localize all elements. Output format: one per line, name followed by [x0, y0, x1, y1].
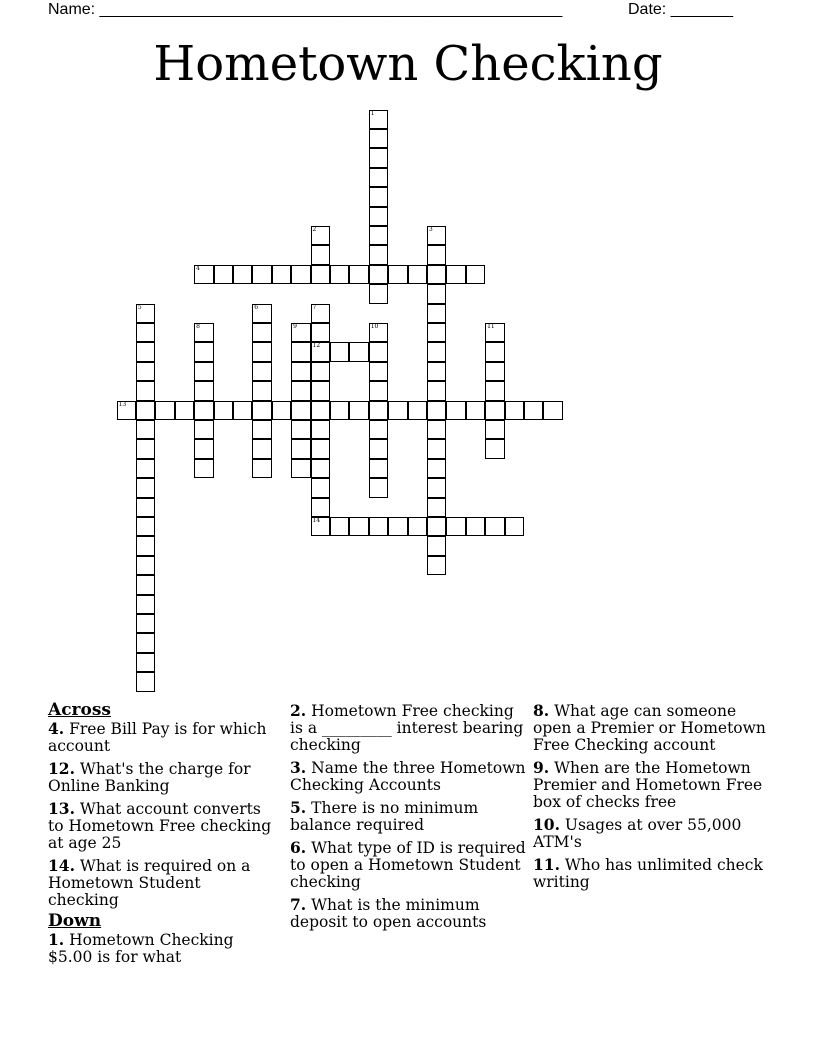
grid-cell[interactable]	[233, 265, 253, 285]
grid-cell[interactable]	[543, 401, 563, 421]
grid-cell[interactable]	[427, 284, 447, 304]
clue-text: What is the minimum deposit to open accounts	[290, 896, 487, 931]
clue-down-8	[533, 702, 773, 754]
grid-cell[interactable]	[252, 459, 272, 479]
clue-text: What type of ID is required to open a Hometown Student checking	[290, 839, 526, 891]
clue-number: 6.	[290, 838, 307, 857]
grid-cell[interactable]	[446, 517, 466, 537]
grid-cell[interactable]	[214, 265, 234, 285]
clue-number: 12.	[48, 759, 75, 778]
clue-number: 1.	[48, 930, 65, 949]
across-heading: Across	[48, 700, 111, 720]
grid-cell[interactable]	[291, 265, 311, 285]
grid-cell[interactable]	[485, 517, 505, 537]
grid-cell[interactable]	[233, 401, 253, 421]
clue-number: 8.	[533, 701, 550, 720]
grid-cell[interactable]	[311, 362, 331, 382]
cell-number: 14	[312, 516, 321, 524]
cell-number: 13	[118, 400, 127, 408]
grid-cell[interactable]	[505, 517, 525, 537]
grid-cell[interactable]	[136, 536, 156, 556]
grid-cell[interactable]	[291, 420, 311, 440]
cell-number: 3	[428, 225, 433, 233]
grid-cell[interactable]	[369, 129, 389, 149]
grid-cell[interactable]	[136, 304, 156, 324]
grid-cell[interactable]	[369, 284, 389, 304]
down-heading: Down	[48, 911, 102, 931]
cell-number: 11	[487, 322, 495, 330]
grid-cell[interactable]	[252, 265, 272, 285]
grid-cell[interactable]	[388, 265, 408, 285]
grid-cell[interactable]	[349, 265, 369, 285]
grid-cell[interactable]	[291, 439, 311, 459]
grid-cell[interactable]	[252, 362, 272, 382]
grid-cell[interactable]	[485, 342, 505, 362]
cell-number: 12	[312, 342, 321, 350]
grid-cell[interactable]	[311, 439, 331, 459]
grid-cell[interactable]	[330, 517, 350, 537]
clue-text: Hometown Checking $5.00 is for what	[48, 931, 234, 966]
clue-number: 9.	[533, 758, 550, 777]
grid-cell[interactable]	[427, 323, 447, 343]
grid-cell[interactable]	[136, 323, 156, 343]
clue-number: 2.	[290, 701, 307, 720]
grid-cell[interactable]	[427, 226, 447, 246]
grid-cell[interactable]	[427, 342, 447, 362]
cell-number: 4	[196, 264, 200, 272]
grid-cell[interactable]	[136, 672, 156, 692]
grid-cell[interactable]	[349, 342, 369, 362]
grid-cell[interactable]	[291, 323, 311, 343]
clue-down-9	[533, 759, 773, 811]
grid-cell[interactable]	[136, 633, 156, 653]
cell-number: 6	[254, 303, 259, 311]
grid-cell[interactable]	[194, 381, 214, 401]
grid-cell[interactable]	[485, 323, 505, 343]
grid-cell[interactable]	[194, 420, 214, 440]
cell-number: 2	[312, 225, 317, 233]
grid-cell[interactable]	[427, 401, 447, 421]
clue-text: Name the three Hometown Checking Accounts	[290, 759, 526, 794]
grid-cell[interactable]	[330, 342, 350, 362]
grid-cell[interactable]	[252, 420, 272, 440]
clue-number: 10.	[533, 815, 560, 834]
grid-cell[interactable]	[291, 381, 311, 401]
grid-cell[interactable]	[272, 265, 292, 285]
grid-cell[interactable]	[427, 420, 447, 440]
grid-cell[interactable]	[330, 401, 350, 421]
grid-cell[interactable]	[369, 517, 389, 537]
grid-cell[interactable]	[311, 420, 331, 440]
grid-cell[interactable]	[369, 110, 389, 130]
grid-cell[interactable]	[291, 362, 311, 382]
grid-cell[interactable]	[311, 265, 331, 285]
grid-cell[interactable]	[136, 556, 156, 576]
grid-cell[interactable]	[427, 439, 447, 459]
grid-cell[interactable]	[117, 401, 137, 421]
grid-cell[interactable]	[485, 381, 505, 401]
clues-column-2	[290, 702, 526, 936]
clue-across-13	[48, 800, 276, 852]
cell-number: 10	[370, 322, 379, 330]
grid-cell[interactable]	[446, 265, 466, 285]
clue-text: What is required on a Hometown Student checking	[48, 857, 251, 909]
grid-cell[interactable]	[466, 401, 486, 421]
grid-cell[interactable]	[194, 459, 214, 479]
grid-cell[interactable]	[291, 459, 311, 479]
clue-number: 11.	[533, 855, 560, 874]
cell-number: 5	[137, 303, 142, 311]
clue-down-5	[290, 799, 526, 834]
grid-cell[interactable]	[369, 168, 389, 188]
grid-cell[interactable]	[136, 517, 156, 537]
grid-cell[interactable]	[136, 653, 156, 673]
grid-cell[interactable]	[369, 226, 389, 246]
grid-cell[interactable]	[136, 478, 156, 498]
grid-cell[interactable]	[136, 595, 156, 615]
grid-cell[interactable]	[369, 381, 389, 401]
grid-cell[interactable]	[369, 362, 389, 382]
grid-cell[interactable]	[388, 517, 408, 537]
grid-cell[interactable]	[311, 342, 331, 362]
clue-across-14	[48, 857, 276, 909]
grid-cell[interactable]	[524, 401, 544, 421]
grid-cell[interactable]	[485, 439, 505, 459]
grid-cell[interactable]	[252, 342, 272, 362]
grid-cell[interactable]	[369, 265, 389, 285]
grid-cell[interactable]	[291, 342, 311, 362]
grid-cell[interactable]	[311, 304, 331, 324]
grid-cell[interactable]	[485, 362, 505, 382]
cell-number: 8	[196, 322, 200, 330]
grid-cell[interactable]	[136, 459, 156, 479]
grid-cell[interactable]	[427, 478, 447, 498]
clue-number: 5.	[290, 798, 307, 817]
clue-number: 4.	[48, 719, 65, 738]
clue-down-3	[290, 759, 526, 794]
grid-cell[interactable]	[136, 498, 156, 518]
grid-cell[interactable]	[194, 439, 214, 459]
clue-text: What's the charge for Online Banking	[48, 760, 251, 795]
clue-number: 13.	[48, 799, 75, 818]
grid-cell[interactable]	[136, 614, 156, 634]
grid-cell[interactable]	[408, 517, 428, 537]
grid-cell[interactable]	[485, 401, 505, 421]
grid-cell[interactable]	[311, 517, 331, 537]
grid-cell[interactable]	[427, 498, 447, 518]
grid-cell[interactable]	[466, 517, 486, 537]
grid-cell[interactable]	[155, 401, 175, 421]
grid-cell[interactable]	[136, 439, 156, 459]
grid-cell[interactable]	[311, 245, 331, 265]
grid-cell[interactable]	[311, 323, 331, 343]
grid-cell[interactable]	[427, 304, 447, 324]
grid-cell[interactable]	[194, 362, 214, 382]
grid-cell[interactable]	[369, 187, 389, 207]
grid-cell[interactable]	[136, 381, 156, 401]
grid-cell[interactable]	[349, 401, 369, 421]
clue-text: Usages at over 55,000 ATM's	[533, 816, 742, 851]
grid-cell[interactable]	[136, 401, 156, 421]
grid-cell[interactable]	[311, 459, 331, 479]
grid-cell[interactable]	[311, 401, 331, 421]
grid-cell[interactable]	[427, 459, 447, 479]
grid-cell[interactable]	[427, 536, 447, 556]
grid-cell[interactable]	[272, 401, 292, 421]
clue-across-4	[48, 720, 276, 755]
grid-cell[interactable]	[311, 226, 331, 246]
clues-column-1	[48, 700, 276, 971]
clue-number: 14.	[48, 856, 75, 875]
grid-cell[interactable]	[369, 323, 389, 343]
grid-cell[interactable]	[311, 381, 331, 401]
grid-cell[interactable]	[194, 401, 214, 421]
clue-text: Hometown Free checking is a _________ interest bearing checking	[290, 702, 524, 754]
grid-cell[interactable]	[369, 342, 389, 362]
grid-cell[interactable]	[369, 245, 389, 265]
grid-cell[interactable]	[252, 381, 272, 401]
grid-cell[interactable]	[369, 439, 389, 459]
grid-cell[interactable]	[136, 420, 156, 440]
cell-number: 1	[370, 109, 375, 117]
grid-cell[interactable]	[136, 575, 156, 595]
grid-cell[interactable]	[427, 517, 447, 537]
grid-cell[interactable]	[252, 323, 272, 343]
clue-text: Free Bill Pay is for which account	[48, 720, 267, 755]
grid-cell[interactable]	[369, 401, 389, 421]
grid-cell[interactable]	[194, 265, 214, 285]
grid-cell[interactable]	[252, 401, 272, 421]
name-field-label: Name: ____________________________________________________	[48, 1, 563, 18]
grid-cell[interactable]	[194, 342, 214, 362]
clue-number: 7.	[290, 895, 307, 914]
grid-cell[interactable]	[214, 401, 234, 421]
grid-cell[interactable]	[388, 401, 408, 421]
grid-cell[interactable]	[369, 459, 389, 479]
grid-cell[interactable]	[408, 265, 428, 285]
grid-cell[interactable]	[175, 401, 195, 421]
grid-cell[interactable]	[252, 304, 272, 324]
clue-text: When are the Hometown Premier and Hometown Free box of checks free	[533, 759, 763, 811]
grid-cell[interactable]	[427, 362, 447, 382]
grid-cell[interactable]	[427, 556, 447, 576]
clue-text: Who has unlimited check writing	[533, 856, 763, 891]
grid-cell[interactable]	[427, 265, 447, 285]
cell-number: 9	[293, 322, 297, 330]
cell-number: 7	[312, 303, 317, 311]
clues-column-3	[533, 702, 773, 896]
clue-across-12	[48, 760, 276, 795]
clue-down-1	[48, 931, 276, 966]
clue-number: 3.	[290, 758, 307, 777]
grid-cell[interactable]	[369, 478, 389, 498]
grid-cell[interactable]	[349, 517, 369, 537]
clue-down-10	[533, 816, 773, 851]
grid-cell[interactable]	[291, 401, 311, 421]
grid-cell[interactable]	[369, 148, 389, 168]
clue-down-2	[290, 702, 526, 754]
grid-cell[interactable]	[505, 401, 525, 421]
clue-text: What age can someone open a Premier or Hometown Free Checking account	[533, 702, 766, 754]
clue-down-6	[290, 839, 526, 891]
grid-cell[interactable]	[466, 265, 486, 285]
clue-down-7	[290, 896, 526, 931]
grid-cell[interactable]	[408, 401, 428, 421]
puzzle-title: Hometown Checking	[153, 36, 663, 92]
clue-down-11	[533, 856, 773, 891]
grid-cell[interactable]	[446, 401, 466, 421]
grid-cell[interactable]	[311, 478, 331, 498]
grid-cell[interactable]	[136, 362, 156, 382]
grid-cell[interactable]	[194, 323, 214, 343]
grid-cell[interactable]	[427, 381, 447, 401]
grid-cell[interactable]	[369, 420, 389, 440]
clue-text: What account converts to Hometown Free checking at age 25	[48, 800, 272, 852]
clue-text: There is no minimum balance required	[290, 799, 479, 834]
grid-cell[interactable]	[136, 342, 156, 362]
grid-cell[interactable]	[252, 439, 272, 459]
grid-cell[interactable]	[427, 245, 447, 265]
grid-cell[interactable]	[330, 265, 350, 285]
grid-cell[interactable]	[311, 498, 331, 518]
grid-cell[interactable]	[485, 420, 505, 440]
date-field-label: Date: _______	[628, 1, 733, 18]
grid-cell[interactable]	[369, 207, 389, 227]
